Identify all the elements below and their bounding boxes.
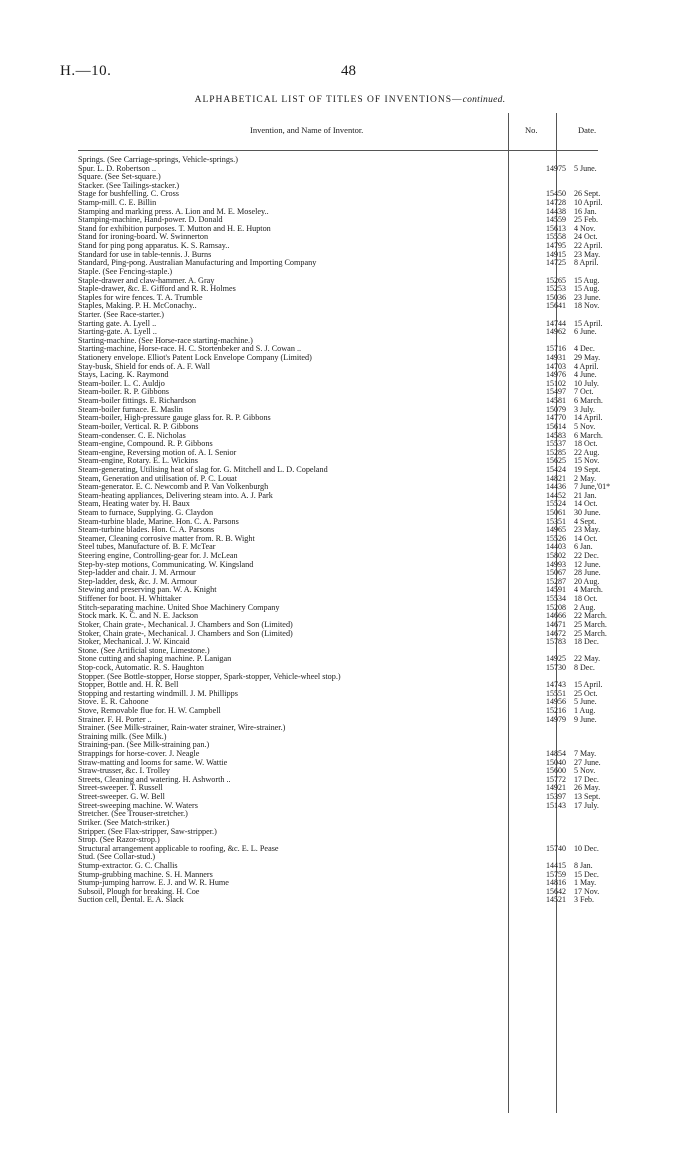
patent-date: 8 Dec. (574, 662, 595, 672)
invention-title: Strop. (See Razor-strop.) (78, 835, 160, 845)
invention-title: Strainer. (See Milk-strainer, Rain-water strainer, Wire-strainer.) (78, 723, 286, 733)
invention-title: Stays, Lacing. K. Raymond (78, 370, 169, 380)
patent-date: 22 March. (574, 611, 607, 621)
invention-title: Staple. (See Fencing-staple.) (78, 266, 173, 276)
patent-number: 15067 (546, 568, 566, 578)
invention-title: Starting-machine. (See Horse-race starting-machine.) (78, 335, 253, 345)
patent-date: 4 Dec. (574, 344, 595, 354)
invention-title: Steam, Heating water by. H. Baux (78, 499, 190, 509)
invention-title: Stove, Removable flue for. H. W. Campbell (78, 706, 221, 715)
patent-number: 15772 (546, 774, 566, 784)
patent-number: 15287 (546, 576, 566, 586)
patent-date: 10 July. (574, 378, 599, 388)
patent-number: 15351 (546, 516, 566, 526)
patent-number: 14854 (546, 749, 566, 759)
patent-date: 28 June. (574, 568, 601, 578)
list-item (78, 690, 608, 699)
invention-title: Steam, Generation and utilisation of. P. C. Louat (78, 473, 237, 483)
invention-title: Stand for ironing-board. W. Swinnerton (78, 232, 209, 242)
invention-title: Stoker, Chain grate-, Mechanical. J. Chambers and Son (Limited) (78, 628, 293, 638)
invention-title: Steam-generator. E. C. Newcomb and P. Van Volkenburgh (78, 482, 269, 492)
invention-title: Steam-engine, Compound. R. P. Gibbons (78, 439, 213, 449)
list-item (78, 311, 608, 320)
patent-date: 7 May. (574, 749, 597, 759)
patent-date: 26 Sept. (574, 189, 601, 199)
patent-date: 14 Oct. (574, 499, 598, 509)
patent-number: 15759 (546, 869, 566, 879)
invention-title: Standard for use in table-tennis. J. Burns (78, 249, 212, 259)
patent-number: 14921 (546, 783, 566, 793)
patent-number: 14743 (546, 680, 566, 690)
invention-title: Street-sweeping machine. W. Waters (78, 800, 198, 810)
invention-title: Strainer. F. H. Porter .. (78, 714, 152, 724)
patent-number: 15740 (546, 843, 566, 853)
patent-number: 15526 (546, 533, 566, 543)
invention-title: Stock mark. K. C. and N. E. Jackson (78, 611, 199, 621)
patent-date: 5 June. (574, 163, 597, 173)
patent-date: 25 Oct. (574, 688, 598, 698)
patent-date: 18 Oct. (574, 439, 598, 449)
patent-date: 15 April. (574, 318, 603, 328)
invention-title: Straining milk. (See Milk.) (78, 731, 167, 741)
invention-title: Streets, Cleaning and watering. H. Ashworth .. (78, 774, 231, 784)
patent-number: 14703 (546, 361, 566, 371)
patent-number: 14583 (546, 430, 566, 440)
patent-number: 14415 (546, 860, 566, 870)
patent-number: 14956 (546, 697, 566, 707)
invention-title: Steam-turbine blades. Hon. C. A. Parsons (78, 525, 215, 535)
invention-title: Stop-cock, Automatic. R. S. Haughton (78, 662, 204, 672)
column-header-date: Date. (578, 125, 597, 135)
patent-date: 25 March. (574, 619, 607, 629)
invention-title: Starting-gate. A. Lyell .. (78, 327, 157, 337)
patent-number: 14666 (546, 611, 566, 621)
patent-date: 5 Nov. (574, 421, 596, 431)
patent-date: 14 April. (574, 413, 603, 423)
page-header-series: H.—10. (60, 63, 112, 79)
patent-number: 15102 (546, 378, 566, 388)
patent-number: 15551 (546, 688, 566, 698)
patent-date: 8 Jan. (574, 860, 593, 870)
patent-date: 5 Nov. (574, 766, 596, 776)
patent-date: 7 Oct. (574, 387, 594, 397)
patent-number: 14403 (546, 542, 566, 552)
invention-title: Structural arrangement applicable to roofing, &c. E. L. Pease (78, 843, 279, 853)
patent-date: 15 Dec. (574, 869, 599, 879)
patent-date: 20 Aug. (574, 576, 600, 586)
invention-title: Step-ladder, desk, &c. J. M. Armour (78, 576, 197, 586)
invention-title: Springs. (See Carriage-springs, Vehicle-springs.) (78, 155, 238, 164)
invention-title: Steam-engine, Rotary. E. L. Wickins (78, 456, 198, 466)
invention-title: Stewing and preserving pan. W. A. Knight (78, 585, 217, 595)
patent-number: 15625 (546, 456, 566, 466)
invention-title: Stud. (See Collar-stud.) (78, 852, 156, 862)
invention-title: Strappings for horse-cover. J. Neagle (78, 749, 200, 759)
invention-title: Steam-boiler furnace. E. Maslin (78, 404, 183, 414)
patent-date: 10 April. (574, 198, 603, 208)
patent-number: 14976 (546, 370, 566, 380)
patent-date: 22 April. (574, 241, 603, 251)
patent-date: 27 June. (574, 757, 601, 767)
patent-number: 14436 (546, 482, 566, 492)
patent-date: 15 Aug. (574, 284, 600, 294)
patent-date: 17 Dec. (574, 774, 599, 784)
invention-title: Suction cell, Dental. E. A. Slack (78, 895, 184, 905)
page-title (0, 95, 700, 105)
patent-number: 15143 (546, 800, 566, 810)
column-header-no: No. (525, 125, 538, 135)
patent-date: 13 Sept. (574, 792, 601, 802)
invention-title: Steam-condenser. C. E. Nicholas (78, 430, 186, 440)
invention-title: Stopper, Bottle and. H. R. Bell (78, 680, 179, 690)
patent-date: 18 Oct. (574, 594, 598, 604)
invention-title: Street-sweeper. T. Russell (78, 783, 163, 793)
patent-number: 14452 (546, 490, 566, 500)
patent-date: 5 June. (574, 697, 597, 707)
invention-title: Stitch-separating machine. United Shoe Machinery Company (78, 602, 280, 612)
invention-title: Step-ladder and chair. J. M. Armour (78, 568, 196, 578)
invention-title: Stove. E. R. Cahoone (78, 697, 149, 707)
patent-date: 15 Aug. (574, 275, 600, 285)
invention-title: Stripper. (See Flax-stripper, Saw-stripper.) (78, 826, 217, 836)
patent-number: 15397 (546, 792, 566, 802)
title-continued: continued. (462, 95, 506, 105)
patent-number: 15061 (546, 507, 566, 517)
patent-date: 22 Dec. (574, 551, 599, 561)
invention-title: Subsoil, Plough for breaking. H. Coe (78, 886, 200, 896)
patent-number: 15424 (546, 464, 566, 474)
patent-number: 15641 (546, 301, 566, 311)
invention-title: Staple-drawer, &c. E. Gifford and R. R. Holmes (78, 284, 236, 294)
invention-title: Square. (See Set-square.) (78, 172, 161, 182)
patent-number: 14744 (546, 318, 566, 328)
invention-title: Stone. (See Artificial stone, Limestone.) (78, 645, 210, 655)
invention-title: Striker. (See Match-striker.) (78, 817, 170, 827)
patent-date: 3 July. (574, 404, 595, 414)
patent-number: 14816 (546, 878, 566, 888)
patent-number: 15537 (546, 439, 566, 449)
invention-title: Starting-machine, Horse-race. H. C. Stortenbeker and S. J. Cowan .. (78, 344, 302, 354)
patent-number: 14581 (546, 396, 566, 406)
invention-title: Steam-boiler. R. P. Gibbons (78, 387, 169, 397)
invention-title: Straw-matting and looms for same. W. Wattie (78, 757, 228, 767)
patent-number: 15285 (546, 447, 566, 457)
patent-date: 7 June,'01* (574, 482, 611, 492)
patent-date: 4 April. (574, 361, 599, 371)
list-item (78, 896, 608, 905)
patent-date: 8 April. (574, 258, 599, 268)
patent-number: 15040 (546, 757, 566, 767)
patent-number: 14975 (546, 163, 566, 173)
patent-number: 14965 (546, 525, 566, 535)
invention-title: Steering engine, Controlling-gear for. J. McLean (78, 551, 238, 561)
patent-date: 23 May. (574, 249, 601, 259)
invention-title: Stopping and restarting windmill. J. M. Phillipps (78, 688, 238, 698)
invention-title: Stay-busk, Shield for ends of. A. F. Wall (78, 361, 211, 371)
patent-number: 14438 (546, 206, 566, 216)
invention-title: Straining-pan. (See Milk-straining pan.) (78, 740, 210, 750)
patent-number: 15730 (546, 662, 566, 672)
patent-number: 15497 (546, 387, 566, 397)
patent-number: 15450 (546, 189, 566, 199)
invention-title: Staple-drawer and claw-hammer. A. Gray (78, 275, 215, 285)
patent-number: 15208 (546, 602, 566, 612)
patent-date: 12 June. (574, 559, 601, 569)
title-text: ALPHABETICAL LIST OF TITLES OF INVENTIONS— (194, 95, 463, 105)
patent-number: 15613 (546, 223, 566, 233)
patent-date: 22 May. (574, 654, 601, 664)
invention-title: Stoker, Mechanical. J. W. Kincaid (78, 637, 190, 647)
invention-title: Stand for ping pong apparatus. K. S. Ramsay.. (78, 241, 230, 251)
patent-number: 15802 (546, 551, 566, 561)
patent-number: 14931 (546, 353, 566, 363)
patent-date: 23 May. (574, 525, 601, 535)
list-item (78, 320, 608, 329)
invention-title: Stump-grubbing machine. S. H. Manners (78, 869, 213, 879)
invention-title: Stoker, Chain grate-, Mechanical. J. Chambers and Son (Limited) (78, 619, 293, 629)
invention-title: Steam-boiler fittings. E. Richardson (78, 396, 197, 406)
invention-title: Staples for wire fences. T. A. Trumble (78, 292, 203, 302)
patent-date: 30 June. (574, 507, 601, 517)
patent-number: 15036 (546, 292, 566, 302)
patent-number: 15534 (546, 594, 566, 604)
patent-date: 6 Jan. (574, 542, 593, 552)
invention-title: Steam-generating, Utilising heat of slag for. G. Mitchell and L. D. Copeland (78, 464, 328, 474)
patent-number: 14671 (546, 619, 566, 629)
invention-title: Stamp-mill. C. E. Billin (78, 198, 157, 208)
patent-number: 15524 (546, 499, 566, 509)
patent-date: 9 June. (574, 714, 597, 724)
patent-number: 14993 (546, 559, 566, 569)
patent-date: 24 Oct. (574, 232, 598, 242)
patent-number: 15558 (546, 232, 566, 242)
invention-title: Step-by-step motions, Communicating. W. Kingsland (78, 559, 254, 569)
patent-date: 6 June. (574, 327, 597, 337)
invention-title: Spur. L. D. Robertson .. (78, 163, 157, 173)
patent-date: 6 March. (574, 396, 603, 406)
patent-date: 26 May. (574, 783, 601, 793)
inventions-list (78, 155, 611, 905)
invention-title: Street-sweeper. G. W. Bell (78, 792, 165, 802)
patent-number: 15600 (546, 766, 566, 776)
invention-title: Stump-jumping harrow. E. J. and W. R. Hume (78, 878, 229, 888)
invention-title: Stamping-machine, Hand-power. D. Donald (78, 215, 223, 225)
invention-title: Steel tubes, Manufacture of. B. F. McTear (78, 542, 216, 552)
patent-date: 18 Nov. (574, 301, 600, 311)
invention-title: Stump-extractor. G. C. Challis (78, 860, 178, 870)
patent-number: 14979 (546, 714, 566, 724)
invention-title: Straw-trusser, &c. I. Trolley (78, 766, 171, 776)
invention-title: Staples, Making. P. H. McConachy.. (78, 301, 197, 311)
invention-title: Stationery envelope. Elliot's Patent Lock Envelope Company (Limited) (78, 353, 312, 363)
patent-date: 25 March. (574, 628, 607, 638)
invention-title: Stopper. (See Bottle-stopper, Horse stopper, Spark-stopper, Vehicle-wheel stop.) (78, 671, 341, 681)
invention-title: Steam-engine, Reversing motion of. A. I. Senior (78, 447, 237, 457)
patent-number: 14962 (546, 327, 566, 337)
patent-date: 22 Aug. (574, 447, 600, 457)
invention-title: Steam-heating appliances, Delivering steam into. A. J. Park (78, 490, 273, 500)
list-item (78, 190, 608, 199)
patent-date: 19 Sept. (574, 464, 601, 474)
patent-date: 29 May. (574, 353, 601, 363)
patent-date: 17 Nov. (574, 886, 600, 896)
patent-date: 21 Jan. (574, 490, 597, 500)
patent-date: 1 Aug. (574, 706, 596, 715)
patent-date: 6 March. (574, 430, 603, 440)
invention-title: Steam-boiler. L. C. Auldjo (78, 378, 165, 388)
patent-number: 14591 (546, 585, 566, 595)
patent-date: 2 Aug. (574, 602, 596, 612)
invention-title: Standard, Ping-pong. Australian Manufacturing and Importing Company (78, 258, 317, 268)
patent-number: 14925 (546, 654, 566, 664)
patent-number: 15265 (546, 275, 566, 285)
patent-date: 17 July. (574, 800, 599, 810)
invention-title: Starter. (See Race-starter.) (78, 309, 164, 319)
patent-number: 15079 (546, 404, 566, 414)
patent-date: 18 Dec. (574, 637, 599, 647)
patent-number: 14821 (546, 473, 566, 483)
patent-date: 23 June. (574, 292, 601, 302)
invention-title: Stacker. (See Tailings-stacker.) (78, 180, 180, 190)
patent-number: 15642 (546, 886, 566, 896)
invention-title: Steam-boiler, High-pressure gauge glass for. R. P. Gibbons (78, 413, 271, 423)
patent-number: 15614 (546, 421, 566, 431)
patent-date: 15 April. (574, 680, 603, 690)
header-rule (78, 150, 598, 151)
patent-date: 4 Nov. (574, 223, 596, 233)
patent-date: 15 Nov. (574, 456, 600, 466)
patent-number: 14725 (546, 258, 566, 268)
patent-date: 4 Sept. (574, 516, 597, 526)
invention-title: Stiffener for boot. H. Whittaker (78, 594, 182, 604)
patent-number: 15216 (546, 706, 566, 715)
invention-title: Steam-turbine blade, Marine. Hon. C. A. Parsons (78, 516, 239, 526)
patent-date: 25 Feb. (574, 215, 598, 225)
patent-date: 1 May. (574, 878, 597, 888)
patent-number: 15783 (546, 637, 566, 647)
patent-date: 2 May. (574, 473, 597, 483)
patent-number: 14672 (546, 628, 566, 638)
patent-number: 14770 (546, 413, 566, 423)
list-item (78, 156, 608, 165)
patent-date: 10 Dec. (574, 843, 599, 853)
patent-date: 4 March. (574, 585, 603, 595)
column-header-invention: Invention, and Name of Inventor. (250, 125, 364, 135)
patent-date: 4 June. (574, 370, 597, 380)
invention-title: Starting gate. A. Lyell .. (78, 318, 157, 328)
patent-date: 16 Jan. (574, 206, 597, 216)
patent-number: 14728 (546, 198, 566, 208)
patent-date: 3 Feb. (574, 895, 594, 905)
patent-number: 14559 (546, 215, 566, 225)
invention-title: Steam-boiler, Vertical. R. P. Gibbons (78, 421, 199, 431)
invention-title: Steamer, Cleaning corrosive matter from. R. B. Wight (78, 533, 255, 543)
patent-number: 14795 (546, 241, 566, 251)
invention-title: Stamping and marking press. A. Lion and M. E. Moseley.. (78, 206, 269, 216)
page-number: 48 (341, 63, 356, 79)
patent-date: 14 Oct. (574, 533, 598, 543)
patent-number: 15716 (546, 344, 566, 354)
invention-title: Stand for exhibition purposes. T. Mutton and H. E. Hupton (78, 223, 271, 233)
patent-number: 14915 (546, 249, 566, 259)
patent-number: 14521 (546, 895, 566, 905)
invention-title: Steam to furnace, Supplying. G. Claydon (78, 507, 214, 517)
list-item (78, 707, 608, 716)
invention-title: Stone cutting and shaping machine. P. Lanigan (78, 654, 232, 664)
invention-title: Stage for bushfelling. C. Cross (78, 189, 179, 199)
invention-title: Stretcher. (See Trouser-stretcher.) (78, 809, 188, 819)
patent-number: 15253 (546, 284, 566, 294)
list-item (78, 845, 608, 854)
